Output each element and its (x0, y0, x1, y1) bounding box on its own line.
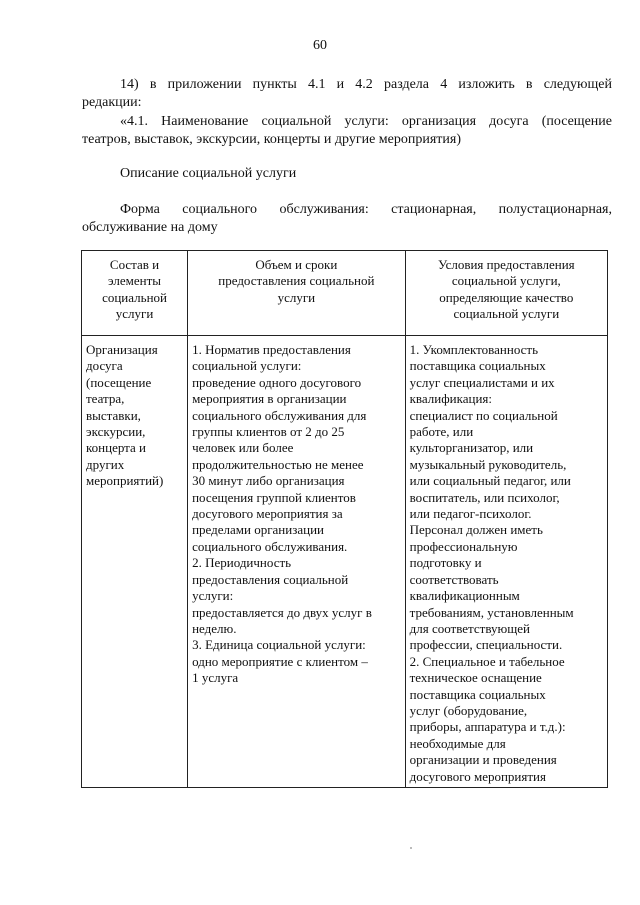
cell-line: предоставляется до двух услуг в (192, 604, 372, 620)
cell-line: предоставления социальной (192, 571, 349, 587)
cell-line: других (86, 456, 125, 472)
cell-line: поставщика социальных (409, 358, 546, 374)
cell-line: человек или более (192, 440, 294, 456)
cell-line: мероприятия в организации (192, 391, 347, 407)
service-form-paragraph (82, 201, 612, 236)
cell-line: услуг специалистами и их (409, 374, 555, 390)
cell-line: концерта и (86, 440, 146, 456)
cell-line: требованиям, установленным (409, 604, 574, 620)
cell-line: услуг (оборудование, (409, 702, 528, 718)
cell-line: социального обслуживания. (192, 538, 348, 554)
cell-line: досугового мероприятия за (192, 506, 343, 522)
cell-line: экскурсии, (86, 424, 146, 440)
item-14-line-1: 14) в приложении пункты 4.1 и 4.2 раздела 4 изложить в следующей (120, 77, 612, 92)
cell-conditions (405, 336, 607, 788)
cell-line: продолжительностью не менее (192, 456, 364, 472)
cell-line: профессии, специальности. (409, 637, 563, 653)
page-number: 60 (313, 38, 327, 53)
composition-lines (86, 342, 184, 490)
cell-line: неделю. (192, 620, 237, 636)
cell-line: воспитатель, или психолог, (409, 489, 560, 505)
cell-line: необходимые для (409, 735, 506, 751)
cell-line: организации и проведения (409, 752, 557, 768)
table-header-row (82, 251, 608, 336)
service-table (81, 250, 608, 788)
cell-line: пределами организации (192, 522, 325, 538)
scan-speck (410, 847, 412, 849)
cell-line: техническое оснащение (409, 670, 542, 686)
cell-line: музыкальный руководитель, (409, 456, 567, 472)
cell-line: услуги: (192, 588, 234, 604)
cell-line: досугового мероприятия (409, 768, 546, 784)
cell-line: или социальный педагог, или (409, 473, 571, 489)
cell-line: 1 услуга (192, 670, 239, 686)
cell-volume-terms (188, 336, 406, 788)
cell-line: выставки, (86, 407, 141, 423)
description-heading: Описание социальной услуги (120, 166, 297, 181)
service-form-line-1: Форма социального обслуживания: стационарная, полустационарная, (120, 202, 612, 217)
cell-line: досуга (86, 358, 123, 374)
cell-line: социальной услуги: (192, 358, 302, 374)
header-conditions-text: Условия предоставления социальной услуги, определяющие качество социальной услуги (437, 257, 575, 322)
cell-line: профессиональную (409, 538, 518, 554)
cell-line: 1. Укомплектованность (409, 342, 539, 357)
cell-line: или педагог-психолог. (409, 506, 532, 522)
cell-line: Организация (86, 342, 158, 357)
header-conditions (405, 251, 607, 336)
header-volume-terms-text: Объем и сроки предоставления социальной услуги (218, 257, 375, 305)
table-row (82, 336, 608, 788)
item-14-paragraph (82, 76, 612, 111)
cell-line: 30 минут либо организация (192, 473, 345, 489)
service-form-line-2: обслуживание на дому (82, 219, 218, 235)
conditions-lines (410, 342, 604, 785)
cell-line: группы клиентов от 2 до 25 (192, 424, 345, 440)
header-composition (82, 251, 188, 336)
header-volume-terms (188, 251, 406, 336)
header-composition-text: Состав и элементы социальной услуги (102, 257, 167, 322)
cell-line: культорганизатор, или (409, 440, 534, 456)
cell-line: квалификационным (409, 588, 520, 604)
cell-line: театра, (86, 391, 125, 407)
cell-line: мероприятий) (86, 473, 164, 489)
cell-composition (82, 336, 188, 788)
item-14-line-2: редакции: (82, 94, 142, 110)
cell-line: специалист по социальной (409, 407, 558, 423)
cell-line: работе, или (409, 424, 474, 440)
cell-line: Персонал должен иметь (409, 522, 543, 538)
clause-line-2: театров, выставок, экскурсии, концерты и другие мероприятия) (82, 131, 461, 147)
cell-line: проведение одного досугового (192, 374, 362, 390)
cell-line: 2. Специальное и табельное (409, 653, 565, 669)
cell-line: одно мероприятие с клиентом – (192, 653, 368, 669)
cell-line: (посещение (86, 374, 152, 390)
clause-4-1-paragraph (82, 113, 612, 148)
clause-line-1: «4.1. Наименование социальной услуги: организация досуга (посещение (120, 114, 612, 129)
cell-line: 2. Периодичность (192, 555, 292, 571)
cell-line: квалификация: (409, 391, 492, 407)
cell-line: посещения группой клиентов (192, 489, 356, 505)
cell-line: поставщика социальных (409, 686, 546, 702)
volume-terms-lines (192, 342, 402, 687)
cell-line: 1. Норматив предоставления (192, 342, 351, 357)
cell-line: приборы, аппаратура и т.д.): (409, 719, 566, 735)
cell-line: соответствовать (409, 571, 499, 587)
cell-line: социального обслуживания для (192, 407, 367, 423)
cell-line: 3. Единица социальной услуги: (192, 637, 366, 653)
cell-line: для соответствующей (409, 620, 530, 636)
cell-line: подготовку и (409, 555, 482, 571)
